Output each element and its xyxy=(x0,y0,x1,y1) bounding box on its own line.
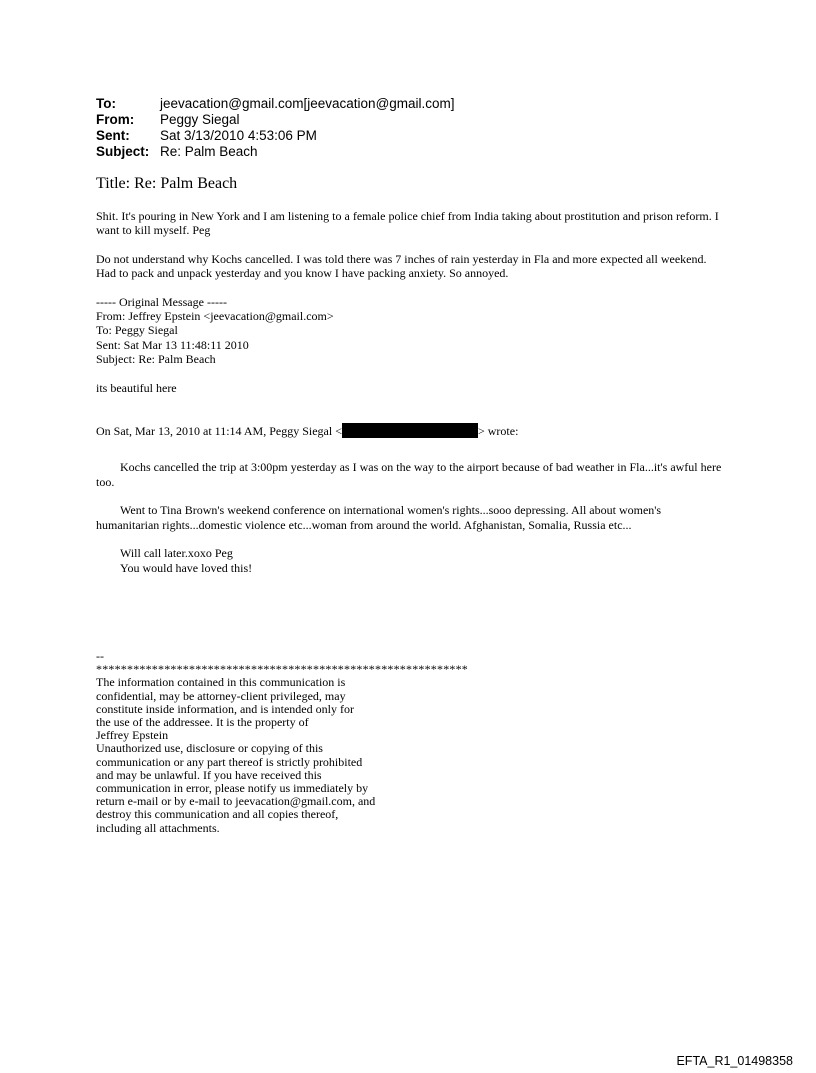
to-label: To: xyxy=(96,96,116,111)
original-body: its beautiful here xyxy=(96,380,177,395)
document-id: EFTA_R1_01498358 xyxy=(676,1054,793,1068)
disclaimer-line: destroy this communication and all copies thereof, xyxy=(96,807,339,822)
disclaimer-line: confidential, may be attorney-client privileged, may xyxy=(96,688,346,703)
disclaimer-line: the use of the addressee. It is the property of xyxy=(96,715,309,730)
header-subject-row xyxy=(96,144,455,160)
email-body xyxy=(96,209,726,575)
disclaimer-line: and may be unlawful. If you have received this xyxy=(96,767,322,782)
disclaimer-line: The information contained in this communication is xyxy=(96,675,346,690)
subject-value: Re: Palm Beach xyxy=(160,144,258,159)
original-message-separator: ----- Original Message ----- xyxy=(96,294,227,309)
quoted-attribution xyxy=(96,423,726,438)
disclaimer-line: including all attachments. xyxy=(96,820,220,835)
document-title: Title: Re: Palm Beach xyxy=(96,175,238,192)
header-from-row xyxy=(96,112,455,128)
reply-paragraph-2: Do not understand why Kochs cancelled. I was told there was 7 inches of rain yesterday in Fla and more expected all weekend. Had to pack and unpack yesterday and you know I have packing anxiety. So annoyed. xyxy=(96,251,707,281)
header-sent-row xyxy=(96,128,455,144)
sent-value: Sat 3/13/2010 4:53:06 PM xyxy=(160,128,317,143)
redaction-box xyxy=(342,423,478,438)
original-to: To: Peggy Siegal xyxy=(96,323,178,338)
to-value: jeevacation@gmail.com[jeevacation@gmail.com] xyxy=(160,96,455,111)
reply-paragraph-1: Shit. It's pouring in New York and I am listening to a female police chief from India taking about prostitution and prison reform. I want to kill myself. Peg xyxy=(96,209,719,238)
original-sent: Sent: Sat Mar 13 11:48:11 2010 xyxy=(96,337,249,352)
subject-label: Subject: xyxy=(96,144,150,159)
wrote-suffix: > wrote: xyxy=(477,424,519,439)
quoted-paragraph-2: Went to Tina Brown's weekend conference on international women's rights...sooo depressing. All about women's humanitarian rights...domestic violence etc...woman from around the world. Afghanistan, Somalia, Russia etc... xyxy=(96,503,662,532)
original-subject: Subject: Re: Palm Beach xyxy=(96,352,216,367)
quoted-paragraph-1: Kochs cancelled the trip at 3:00pm yesterday as I was on the way to the airport because of bad weather in Fla...it's awful here too. xyxy=(96,460,722,489)
quoted-signoff-2: You would have loved this! xyxy=(120,560,253,575)
disclaimer-line: communication or any part thereof is strictly prohibited xyxy=(96,754,363,769)
sent-label: Sent: xyxy=(96,128,130,143)
disclaimer-stars: ************************************************************ xyxy=(96,662,468,677)
disclaimer-line: return e-mail or by e-mail to jeevacation@gmail.com, and xyxy=(96,794,376,809)
quoted-signoff-1: Will call later.xoxo Peg xyxy=(120,546,233,561)
disclaimer-dashes: -- xyxy=(96,649,104,663)
disclaimer-line: Unauthorized use, disclosure or copying of this xyxy=(96,741,323,756)
from-label: From: xyxy=(96,112,135,127)
email-header xyxy=(96,96,455,160)
header-to-row xyxy=(96,96,455,112)
confidentiality-disclaimer xyxy=(96,650,496,835)
wrote-prefix: On Sat, Mar 13, 2010 at 11:14 AM, Peggy Siegal < xyxy=(96,424,342,439)
from-value: Peggy Siegal xyxy=(160,112,240,127)
disclaimer-line: constitute inside information, and is intended only for xyxy=(96,701,354,716)
original-from: From: Jeffrey Epstein <jeevacation@gmail.com> xyxy=(96,309,334,324)
disclaimer-line: Jeffrey Epstein xyxy=(96,728,169,743)
disclaimer-line: communication in error, please notify us immediately by xyxy=(96,781,369,796)
